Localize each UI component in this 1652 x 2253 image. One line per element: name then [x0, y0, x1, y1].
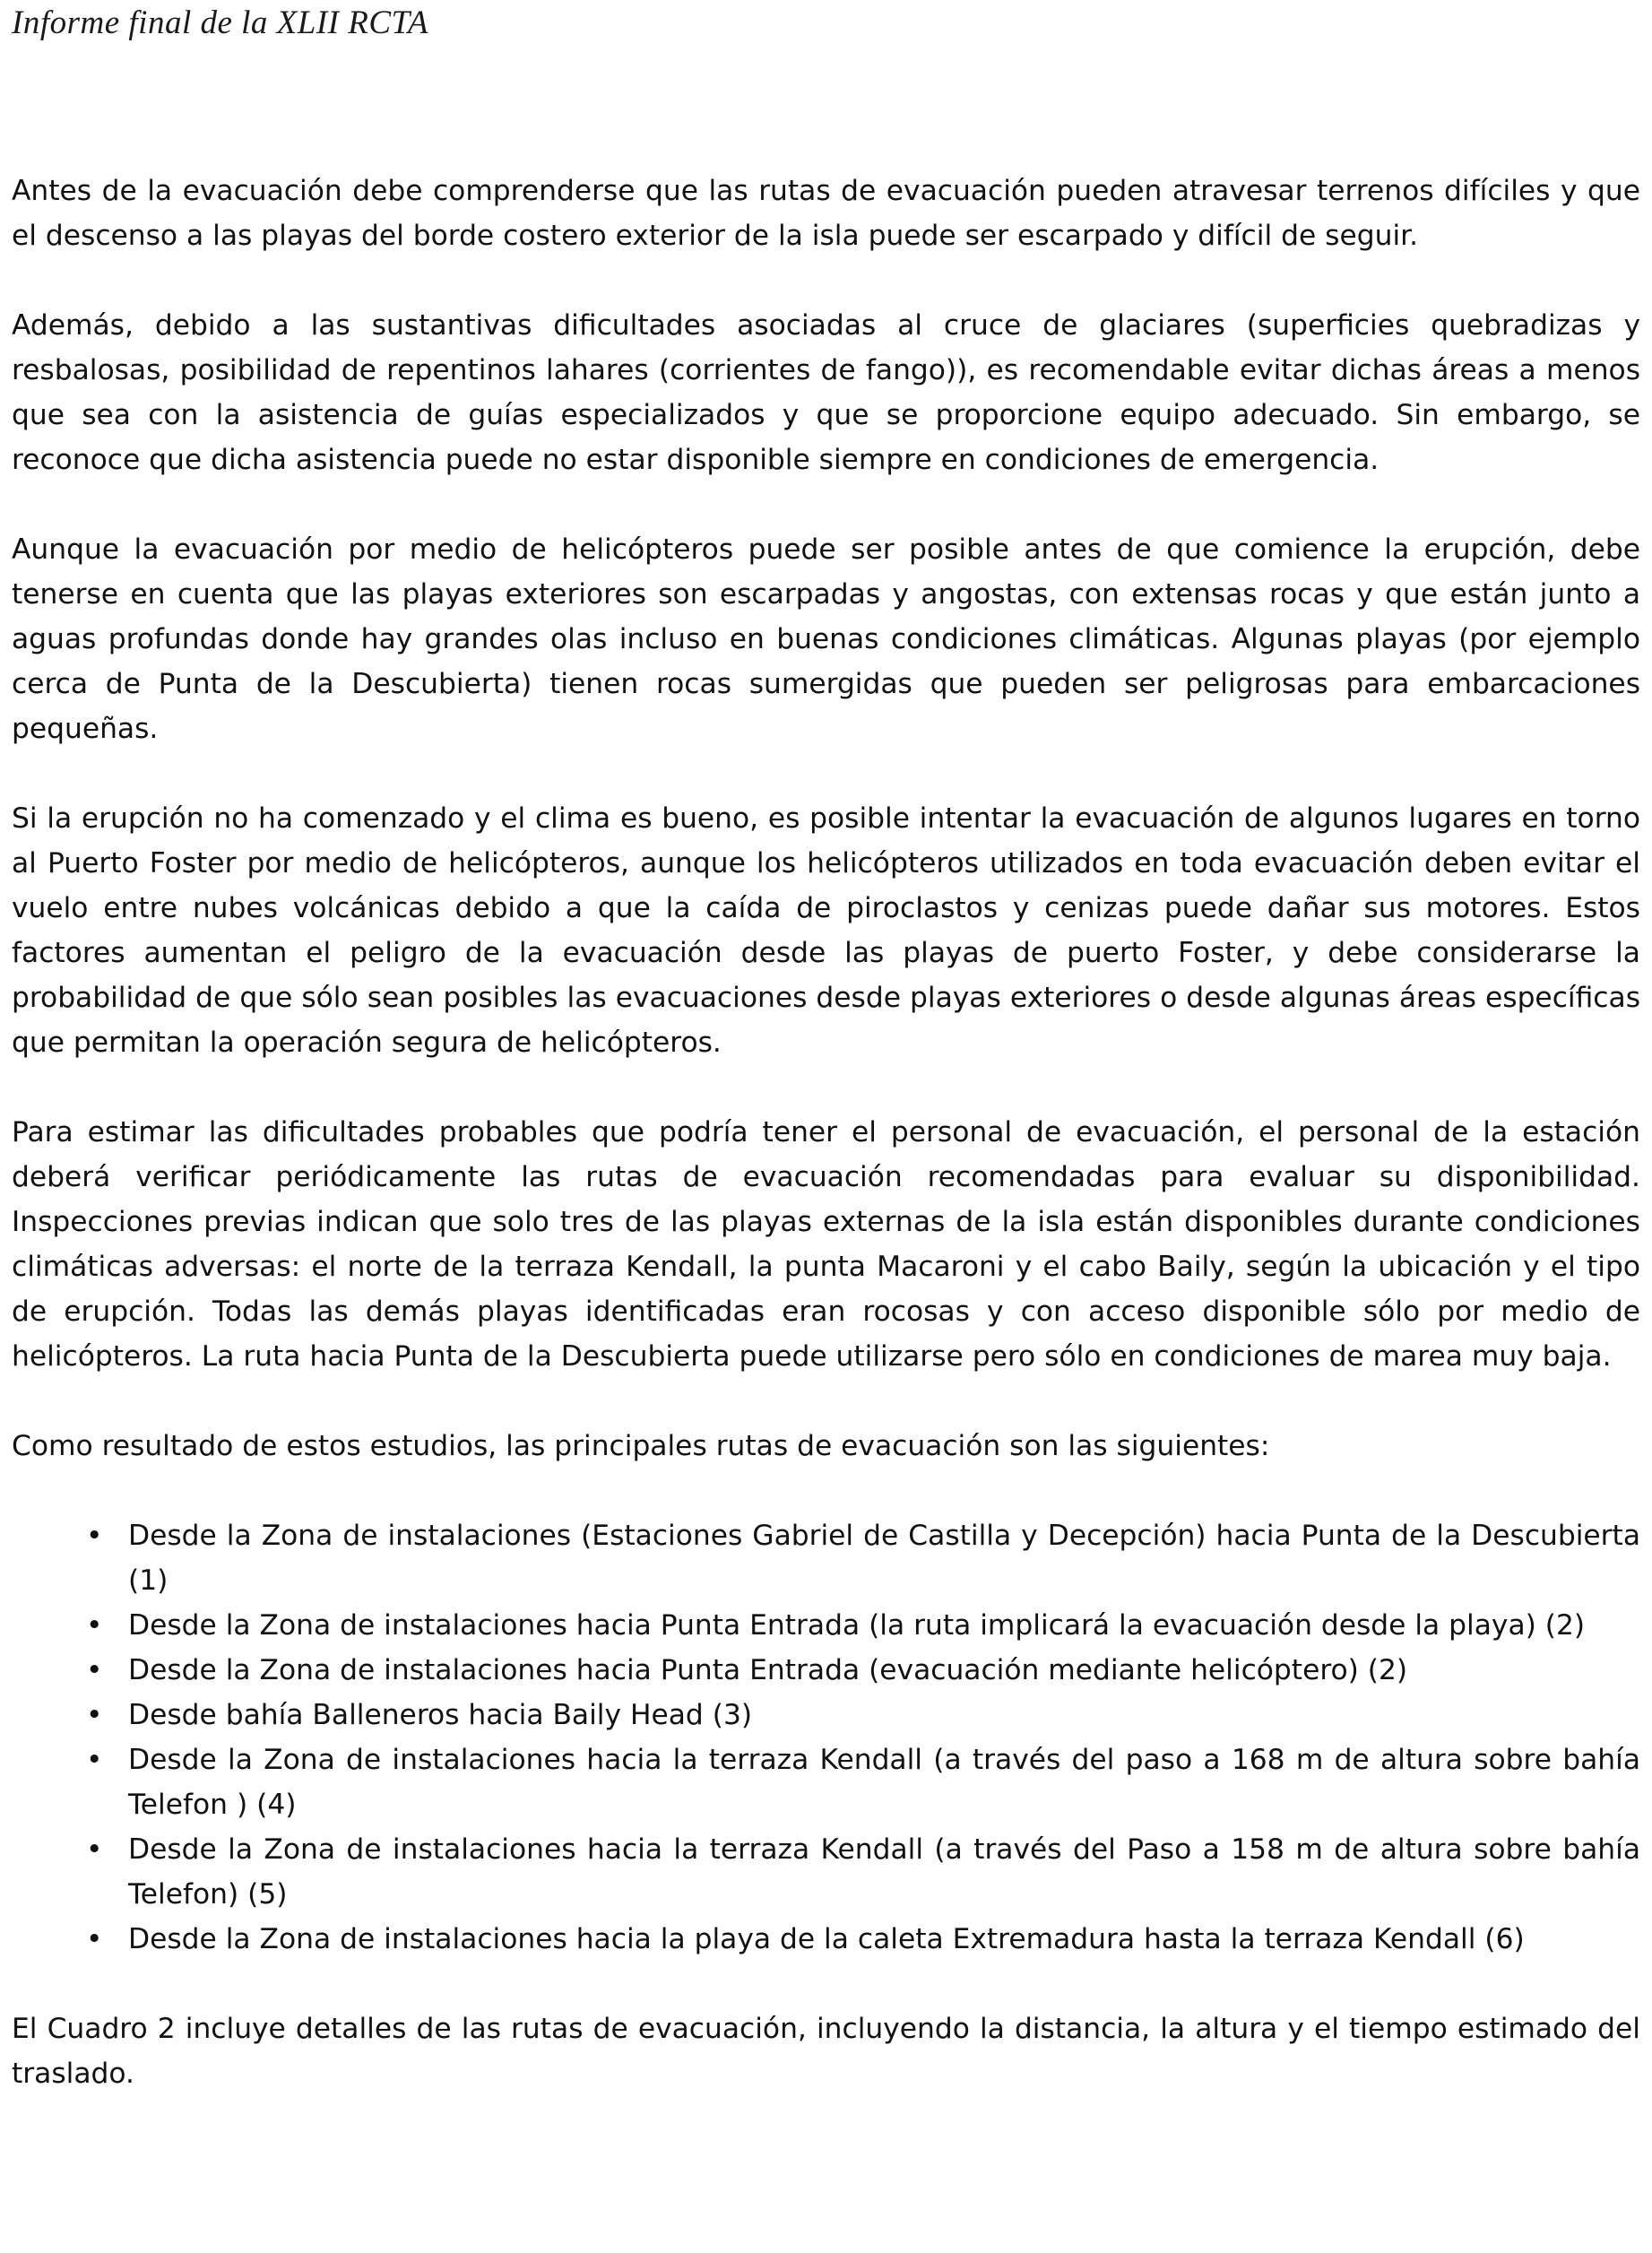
route-text: Desde bahía Balleneros hacia Baily Head (3) — [128, 1699, 753, 1731]
route-text: Desde la Zona de instalaciones hacia Punta Entrada (evacuación mediante helicóptero) (2) — [128, 1654, 1408, 1686]
evacuation-routes-list — [12, 1513, 1640, 1962]
list-item — [12, 1648, 1640, 1693]
paragraph-route-inspection: Para estimar las dificultades probables que podría tener el personal de evacuación, el personal de la estación deberá verificar periódicamente las rutas de evacuación recomendadas para evaluar su disponibilidad. Inspecciones previas indican que solo tres de las playas externas de la isla están disponibles durante condiciones climáticas adversas: el norte de la terraza Kendall, la punta Macaroni y el cabo Baily, según la ubicación y el tipo de erupción. Todas las demás playas identificadas eran rocosas y con acceso disponible sólo por medio de helicópteros. La ruta hacia Punta de la Descubierta puede utilizarse pero sólo en condiciones de marea muy baja. — [12, 1116, 1640, 1373]
document-page — [12, 0, 1640, 2253]
paragraph-routes-intro: Como resultado de estos estudios, las principales rutas de evacuación son las siguientes: — [12, 1430, 1270, 1462]
route-text: Desde la Zona de instalaciones (Estaciones Gabriel de Castilla y Decepción) hacia Punta de la Descubierta (1) — [128, 1520, 1640, 1597]
running-header: Informe final de la XLII RCTA — [12, 4, 428, 41]
list-item — [12, 1737, 1640, 1827]
bullet-icon: • — [86, 1520, 103, 1552]
list-item — [12, 1513, 1640, 1603]
list-item — [12, 1827, 1640, 1917]
route-text: Desde la Zona de instalaciones hacia la playa de la caleta Extremadura hasta la terraza Kendall (6) — [128, 1923, 1525, 1955]
paragraph-glacier-crossing: Además, debido a las sustantivas dificultades asociadas al cruce de glaciares (superficies quebradizas y resbalosas, posibilidad de repentinos lahares (corrientes de fango)), es recomendable evitar dichas áreas a menos que sea con la asistencia de guías especializados y que se proporcione equipo adecuado. Sin embargo, se reconoce que dicha asistencia puede no estar disponible siempre en condiciones de emergencia. — [12, 309, 1640, 476]
bullet-icon: • — [86, 1609, 103, 1642]
bullet-icon: • — [86, 1923, 103, 1955]
list-item — [12, 1917, 1640, 1962]
bullet-icon: • — [86, 1833, 103, 1866]
route-text: Desde la Zona de instalaciones hacia la terraza Kendall (a través del paso a 168 m de altura sobre bahía Telefon ) (4) — [128, 1744, 1640, 1821]
paragraph-table-reference: El Cuadro 2 incluye detalles de las rutas de evacuación, incluyendo la distancia, la altura y el tiempo estimado del traslado. — [12, 2013, 1640, 2090]
paragraph-helicopter-beaches: Aunque la evacuación por medio de helicópteros puede ser posible antes de que comience la erupción, debe tenerse en cuenta que las playas exteriores son escarpadas y angostas, con extensas rocas y que están junto a aguas profundas donde hay grandes olas incluso en buenas condiciones climáticas. Algunas playas (por ejemplo cerca de Punta de la Descubierta) tienen rocas sumergidas que pueden ser peligrosas para embarcaciones pequeñas. — [12, 533, 1640, 745]
paragraph-evacuation-terrain: Antes de la evacuación debe comprenderse que las rutas de evacuación pueden atravesar terrenos difíciles y que el descenso a las playas del borde costero exterior de la isla puede ser escarpado y difícil de seguir. — [12, 175, 1640, 252]
list-item — [12, 1693, 1640, 1737]
bullet-icon: • — [86, 1654, 103, 1686]
bullet-icon: • — [86, 1744, 103, 1776]
list-item — [12, 1603, 1640, 1648]
route-text: Desde la Zona de instalaciones hacia Punta Entrada (la ruta implicará la evacuación desde la playa) (2) — [128, 1609, 1586, 1642]
route-text: Desde la Zona de instalaciones hacia la terraza Kendall (a través del Paso a 158 m de altura sobre bahía Telefon) (5) — [128, 1833, 1640, 1911]
paragraph-port-foster-evacuation: Si la erupción no ha comenzado y el clima es bueno, es posible intentar la evacuación de algunos lugares en torno al Puerto Foster por medio de helicópteros, aunque los helicópteros utilizados en toda evacuación deben evitar el vuelo entre nubes volcánicas debido a que la caída de piroclastos y cenizas puede dañar sus motores. Estos factores aumentan el peligro de la evacuación desde las playas de puerto Foster, y debe considerarse la probabilidad de que sólo sean posibles las evacuaciones desde playas exteriores o desde algunas áreas específicas que permitan la operación segura de helicópteros. — [12, 802, 1640, 1059]
document-body — [12, 169, 1640, 2141]
bullet-icon: • — [86, 1699, 103, 1731]
